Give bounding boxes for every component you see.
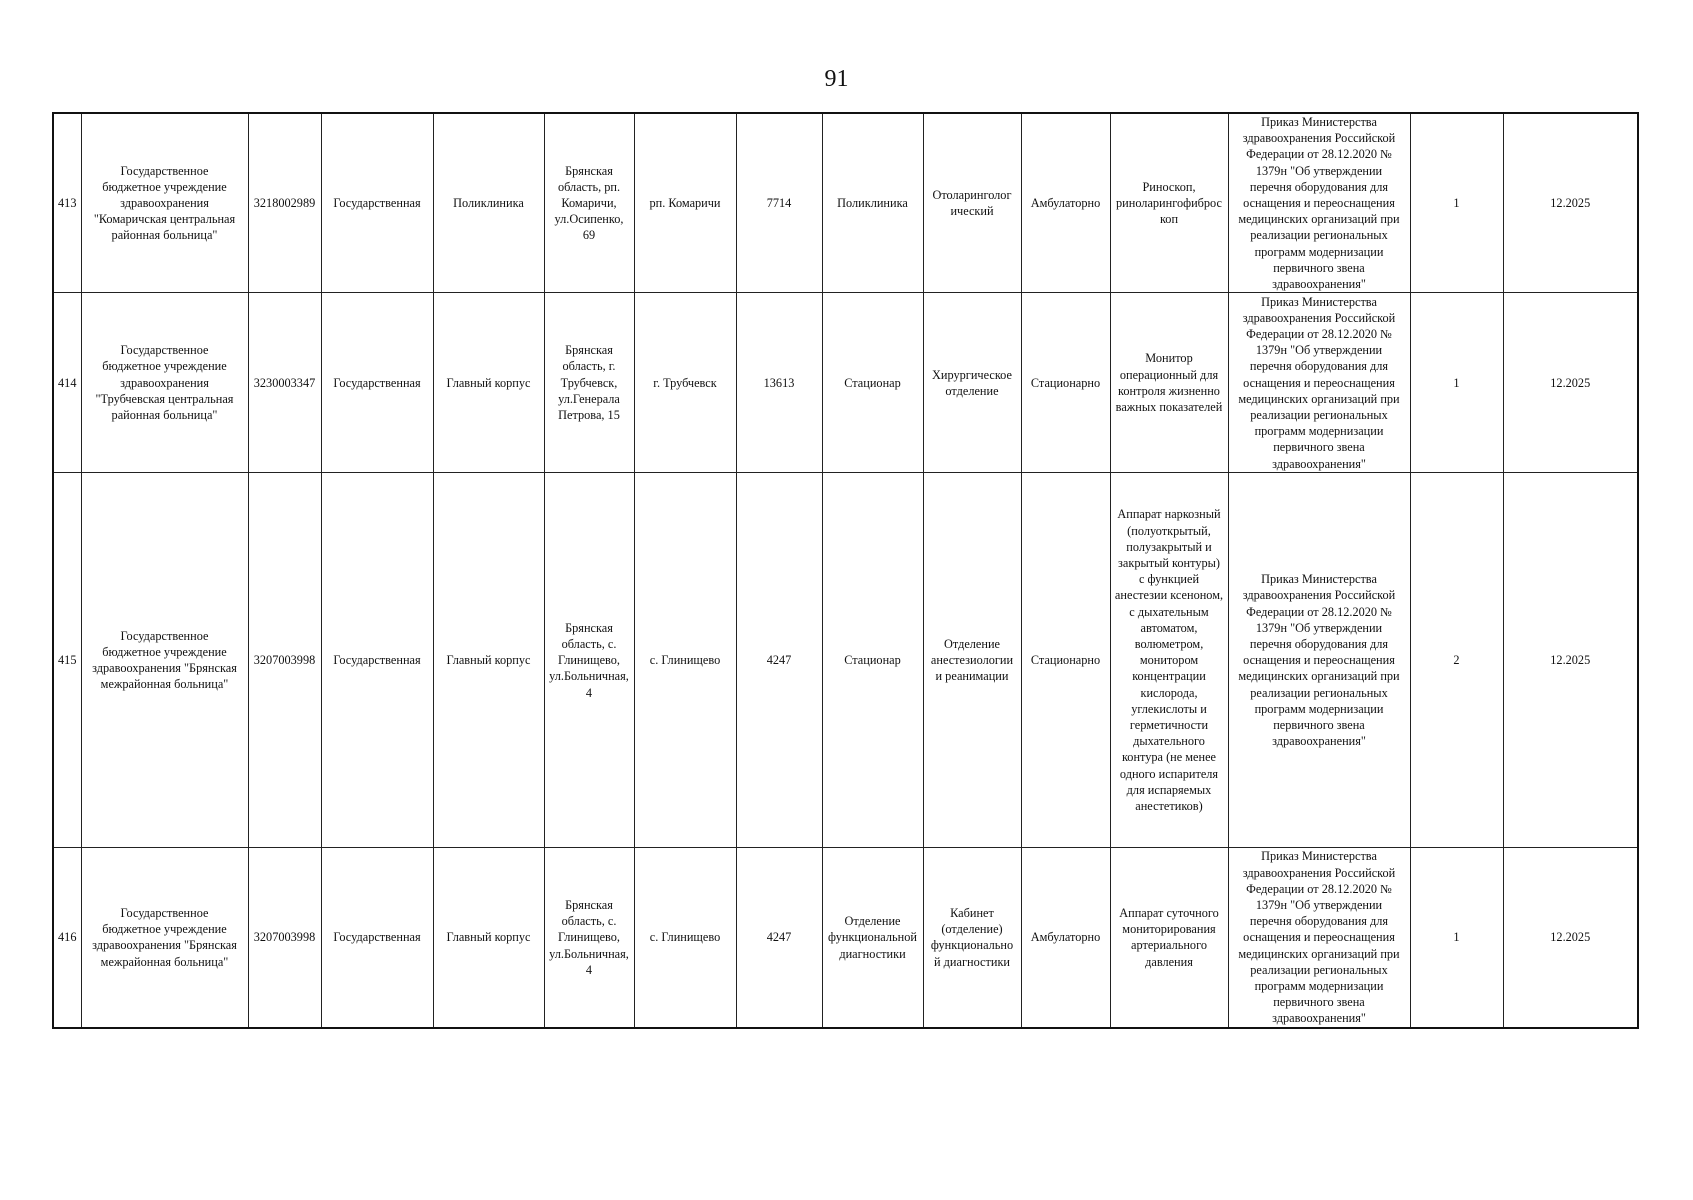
cell-basis: Приказ Министерства здравоохранения Российской Федерации от 28.12.2020 № 1379н "Об утверждении перечня оборудования для оснащения и переоснащения медицинских организаций при реализации региональных программ модернизации первичного звена здравоохранения": [1228, 473, 1410, 848]
cell-care: Амбулаторно: [1021, 848, 1110, 1028]
cell-locality: рп. Комаричи: [634, 113, 736, 293]
table-row: [53, 473, 1638, 848]
cell-department: Отделение анестезиологии и реанимации: [923, 473, 1021, 848]
cell-ownership: Государственная: [321, 113, 433, 293]
cell-building: Поликлиника: [433, 113, 544, 293]
cell-building: Главный корпус: [433, 293, 544, 473]
cell-org: Государственное бюджетное учреждение здравоохранения "Комаричская центральная районная больница": [81, 113, 248, 293]
cell-inn: 3207003998: [248, 473, 321, 848]
cell-inn: 3207003998: [248, 848, 321, 1028]
cell-num: 413: [53, 113, 81, 293]
cell-num: 414: [53, 293, 81, 473]
page-number: 91: [824, 66, 849, 92]
cell-basis: Приказ Министерства здравоохранения Российской Федерации от 28.12.2020 № 1379н "Об утверждении перечня оборудования для оснащения и переоснащения медицинских организаций при реализации региональных программ модернизации первичного звена здравоохранения": [1228, 293, 1410, 473]
cell-date: 12.2025: [1503, 848, 1638, 1028]
cell-care: Стационарно: [1021, 473, 1110, 848]
cell-qty: 1: [1410, 848, 1503, 1028]
cell-org: Государственное бюджетное учреждение здравоохранения "Трубчевская центральная районная больница": [81, 293, 248, 473]
cell-qty: 1: [1410, 113, 1503, 293]
cell-date: 12.2025: [1503, 293, 1638, 473]
cell-num: 416: [53, 848, 81, 1028]
cell-locality: г. Трубчевск: [634, 293, 736, 473]
cell-population: 7714: [736, 113, 822, 293]
cell-qty: 1: [1410, 293, 1503, 473]
cell-ownership: Государственная: [321, 848, 433, 1028]
cell-unit: Стационар: [822, 473, 923, 848]
cell-department: Отоларинголог ический: [923, 113, 1021, 293]
cell-care: Амбулаторно: [1021, 113, 1110, 293]
cell-equipment: Риноскоп, риноларингофиброс коп: [1110, 113, 1228, 293]
cell-unit: Поликлиника: [822, 113, 923, 293]
cell-unit: Отделение функциональной диагностики: [822, 848, 923, 1028]
cell-unit: Стационар: [822, 293, 923, 473]
cell-building: Главный корпус: [433, 473, 544, 848]
cell-num: 415: [53, 473, 81, 848]
cell-date: 12.2025: [1503, 473, 1638, 848]
table-row: [53, 113, 1638, 293]
cell-population: 4247: [736, 848, 822, 1028]
cell-inn: 3218002989: [248, 113, 321, 293]
cell-org: Государственное бюджетное учреждение здравоохранения "Брянская межрайонная больница": [81, 848, 248, 1028]
cell-address: Брянская область, с. Глинищево, ул.Больничная, 4: [544, 848, 634, 1028]
equipment-table: [52, 112, 1639, 1029]
cell-basis: Приказ Министерства здравоохранения Российской Федерации от 28.12.2020 № 1379н "Об утверждении перечня оборудования для оснащения и переоснащения медицинских организаций при реализации региональных программ модернизации первичного звена здравоохранения": [1228, 848, 1410, 1028]
cell-population: 4247: [736, 473, 822, 848]
cell-inn: 3230003347: [248, 293, 321, 473]
cell-qty: 2: [1410, 473, 1503, 848]
cell-building: Главный корпус: [433, 848, 544, 1028]
cell-locality: с. Глинищево: [634, 848, 736, 1028]
cell-org: Государственное бюджетное учреждение здравоохранения "Брянская межрайонная больница": [81, 473, 248, 848]
cell-address: Брянская область, с. Глинищево, ул.Больничная, 4: [544, 473, 634, 848]
cell-ownership: Государственная: [321, 293, 433, 473]
cell-ownership: Государственная: [321, 473, 433, 848]
cell-basis: Приказ Министерства здравоохранения Российской Федерации от 28.12.2020 № 1379н "Об утверждении перечня оборудования для оснащения и переоснащения медицинских организаций при реализации региональных программ модернизации первичного звена здравоохранения": [1228, 113, 1410, 293]
cell-department: Кабинет (отделение) функционально й диагностики: [923, 848, 1021, 1028]
cell-equipment: Монитор операционный для контроля жизненно важных показателей: [1110, 293, 1228, 473]
cell-department: Хирургическое отделение: [923, 293, 1021, 473]
cell-equipment: Аппарат наркозный (полуоткрытый, полузакрытый и закрытый контуры) с функцией анестезии ксеноном, с дыхательным автоматом, волюметром, монитором концентрации кислорода, углекислоты и герметичности дыхательного контура (не менее одного испарителя для испаряемых анестетиков): [1110, 473, 1228, 848]
cell-address: Брянская область, рп. Комаричи, ул.Осипенко, 69: [544, 113, 634, 293]
cell-care: Стационарно: [1021, 293, 1110, 473]
table-row: [53, 293, 1638, 473]
table-row: [53, 848, 1638, 1028]
cell-population: 13613: [736, 293, 822, 473]
cell-date: 12.2025: [1503, 113, 1638, 293]
cell-equipment: Аппарат суточного мониторирования артериального давления: [1110, 848, 1228, 1028]
cell-locality: с. Глинищево: [634, 473, 736, 848]
cell-address: Брянская область, г. Трубчевск, ул.Генерала Петрова, 15: [544, 293, 634, 473]
